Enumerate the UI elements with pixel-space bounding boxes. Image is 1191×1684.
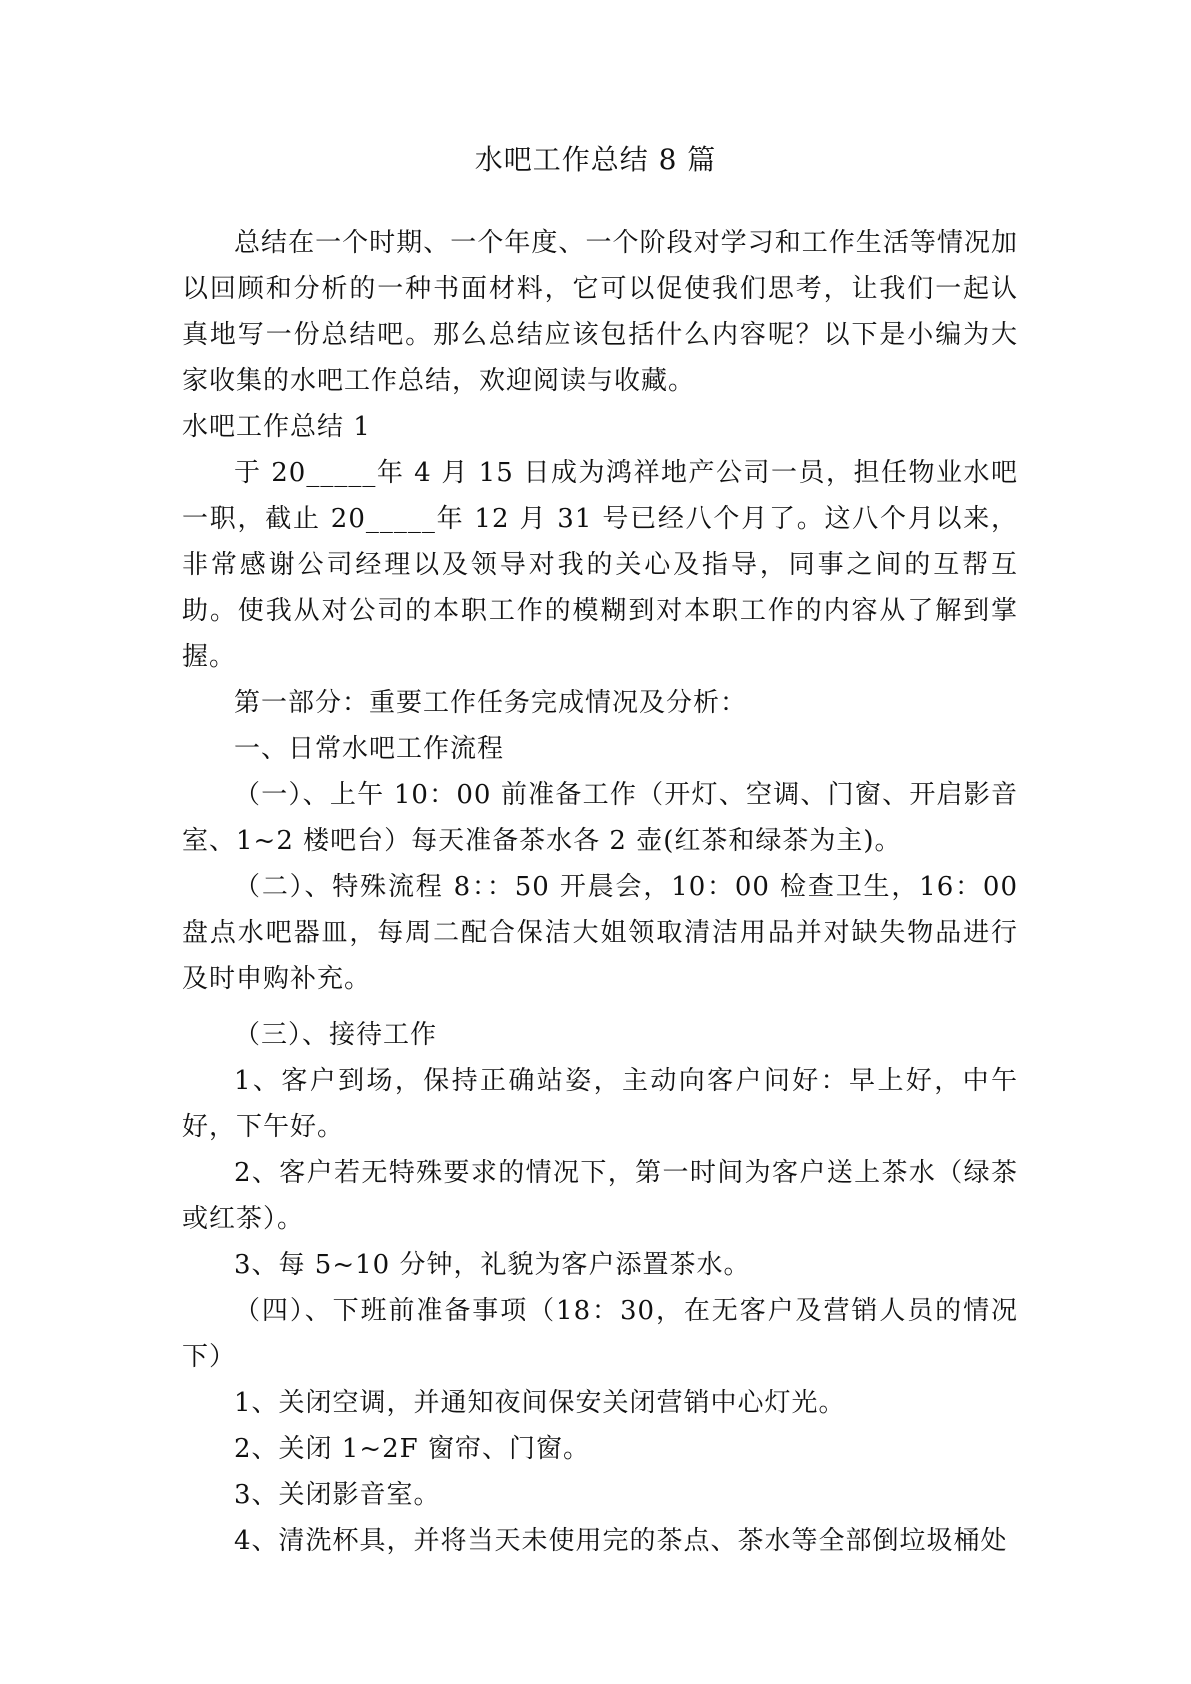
paragraph-intro: 总结在一个时期、一个年度、一个阶段对学习和工作生活等情况加以回顾和分析的一种书面材料，它可以促使我们思考，让我们一起认真地写一份总结吧。那么总结应该包括什么内容呢？以下是小编为大家收集的水吧工作总结，欢迎阅读与收藏。	[182, 228, 1018, 396]
paragraph: （一）、上午 10：00 前准备工作（开灯、空调、门窗、开启影音室、1~2 楼吧台）每天准备茶水各 2 壶(红茶和绿茶为主)。	[182, 780, 1018, 856]
paragraph: 4、清洗杯具，并将当天未使用完的茶点、茶水等全部倒垃圾桶处	[234, 1526, 1008, 1556]
document-body	[182, 220, 1018, 1564]
paragraph: （二）、特殊流程 8：：50 开晨会，10：00 检查卫生，16：00 盘点水吧器皿，每周二配合保洁大姐领取清洁用品并对缺失物品进行及时申购补充。	[182, 872, 1018, 994]
paragraph: （三）、接待工作	[234, 1020, 438, 1050]
paragraph: 于 20_____年 4 月 15 日成为鸿祥地产公司一员，担任物业水吧一职，截止 20_____年 12 月 31 号已经八个月了。这八个月以来，非常感谢公司经理以及领导对我的关心及指导，同事之间的互帮互助。使我从对公司的本职工作的模糊到对本职工作的内容从了解到掌握。	[182, 458, 1018, 672]
paragraph: 3、每 5~10 分钟，礼貌为客户添置茶水。	[234, 1250, 751, 1280]
paragraph: 3、关闭影音室。	[234, 1480, 441, 1510]
paragraph: 2、关闭 1~2F 窗帘、门窗。	[234, 1434, 590, 1464]
section-heading: 水吧工作总结 1	[182, 412, 371, 442]
paragraph: 一、日常水吧工作流程	[234, 734, 505, 764]
document-title: 水吧工作总结 8 篇	[474, 143, 717, 176]
paragraph: 1、关闭空调，并通知夜间保安关闭营销中心灯光。	[234, 1388, 846, 1418]
paragraph: 1、客户到场，保持正确站姿，主动向客户问好：早上好，中午好，下午好。	[182, 1066, 1018, 1142]
paragraph: 第一部分：重要工作任务完成情况及分析：	[234, 688, 748, 718]
paragraph: （四）、下班前准备事项（18：30，在无客户及营销人员的情况下）	[182, 1296, 1018, 1372]
paragraph: 2、客户若无特殊要求的情况下，第一时间为客户送上茶水（绿茶或红茶）。	[182, 1158, 1018, 1234]
